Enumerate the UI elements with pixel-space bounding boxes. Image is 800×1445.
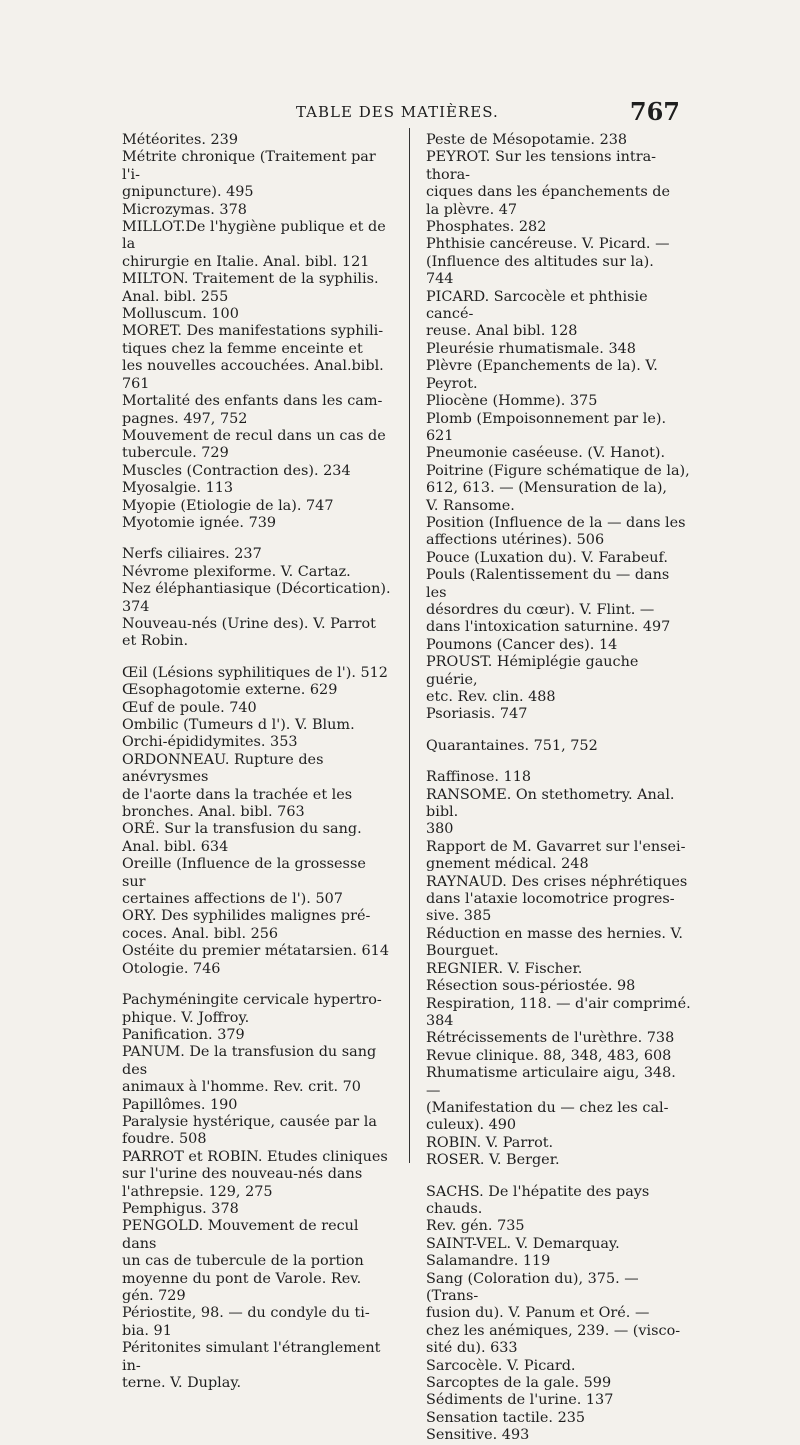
index-entry: Myopie (Etiologie de la). 747 [122,497,334,514]
index-entry: fusion du). V. Panum et Oré. — [426,1305,650,1322]
index-entry: Pouls (Ralentissement du — dans les [426,567,670,601]
index-entry: ORÉ. Sur la transfusion du sang. [122,821,362,838]
index-entry: Position (Influence de la — dans les [426,514,686,531]
index-entry: Réduction en masse des hernies. V. [426,925,683,942]
index-entry: Mortalité des enfants dans les cam- [122,393,383,410]
index-entry: Périostite, 98. — du condyle du ti- [122,1305,370,1322]
column-divider [409,128,410,1163]
index-entry: la plèvre. 47 [426,201,518,218]
index-entry: sive. 385 [426,908,492,925]
index-entry: tubercule. 729 [122,445,229,462]
index-entry: RAYNAUD. Des crises néphrétiques [426,873,688,890]
index-entry: Nouveau-nés (Urine des). V. Parrot [122,615,376,632]
index-entry: Rétrécissements de l'urèthre. 738 [426,1030,675,1047]
index-entry: Rev. gén. 735 [426,1218,525,1235]
index-entry: Quarantaines. 751, 752 [426,737,598,754]
index-entry: ciques dans les épanchements de [426,184,671,201]
index-entry: gnement médical. 248 [426,856,589,873]
index-entry [426,755,694,769]
index-entry: Poumons (Cancer des). 14 [426,636,618,653]
index-entry: ORY. Des syphilides malignes pré- [122,908,371,925]
index-entry: un cas de tubercule de la portion [122,1253,364,1270]
index-entry: les nouvelles accouchées. Anal.bibl. [122,358,384,375]
index-entry: Phosphates. 282 [426,219,547,236]
index-entry: Plomb (Empoisonnement par le). 621 [426,410,667,444]
index-entry: Sarcocèle. V. Picard. [426,1357,576,1374]
index-entry: etc. Rev. clin. 488 [426,689,556,705]
index-entry: V. Ransome. [426,497,515,514]
index-entry: Pneumonie caséeuse. (V. Hanot). [426,445,666,462]
index-entry: terne. V. Duplay. [122,1375,242,1392]
index-entry [122,532,392,546]
index-entry: Rhumatisme articulaire aigu, 348. — [426,1065,676,1099]
index-entry [426,1170,694,1184]
index-entry: Raffinose. 118 [426,769,532,786]
index-entry: 744 [426,271,454,288]
index-entry: dans l'intoxication saturnine. 497 [426,619,671,636]
index-entry: Sédiments de l'urine. 137 [426,1392,614,1409]
index-entry: culeux). 490 [426,1117,517,1134]
index-entry: PICARD. Sarcocèle et phthisie cancé- [426,288,648,323]
index-entry: l'athrepsie. 129, 275 [122,1183,273,1200]
index-entry: SAINT-VEL. V. Demarquay. [426,1235,620,1252]
index-entry: affections utérines). 506 [426,532,605,549]
index-entry: Muscles (Contraction des). 234 [122,462,351,479]
index-entry: Psoriasis. 747 [426,706,528,723]
page-number: 767 [629,97,680,126]
index-entry: chirurgie en Italie. Anal. bibl. 121 [122,253,370,270]
index-entry: phique. V. Joffroy. [122,1009,250,1026]
index-entry: Péritonites simulant l'étranglement in- [122,1340,381,1374]
running-title: TABLE DES MATIÈRES. [296,103,499,121]
index-entry: Peste de Mésopotamie. 238 [426,132,628,148]
index-entry: PANUM. De la transfusion du sang des [122,1044,377,1078]
index-entry: Sarcoptes de la gale. 599 [426,1375,612,1392]
index-entry: Molluscum. 100 [122,306,239,323]
index-entry: dans l'ataxie locomotrice progres- [426,891,675,908]
index-entry: Œsophagotomie externe. 629 [122,682,338,699]
index-entry: Sensation tactile. 235 [426,1409,586,1426]
index-entry: Pachyméningite cervicale hypertro- [122,992,382,1009]
index-entry: gnipuncture). 495 [122,184,254,201]
index-entry: Pouce (Luxation du). V. Farabeuf. [426,549,668,566]
index-entry: Respiration, 118. — d'air comprimé. 384 [426,995,691,1029]
index-entry: foudre. 508 [122,1131,207,1148]
index-entry: Résection sous-périostée. 98 [426,978,636,995]
index-entry: Métrite chronique (Traitement par l'i- [122,149,376,183]
index-entry: 612, 613. — (Mensuration de la), [426,480,668,497]
index-entry: Plèvre (Epanchements de la). V. [426,358,658,375]
index-entry: MORET. Des manifestations syphili- [122,323,384,340]
index-entry: ROBIN. V. Parrot. [426,1134,554,1151]
index-entry: PARROT et ROBIN. Etudes cliniques [122,1148,388,1165]
index-entry: moyenne du pont de Varole. Rev. [122,1270,362,1287]
index-entry: Nerfs ciliaires. 237 [122,546,262,563]
index-entry: Myosalgie. 113 [122,480,234,497]
index-entry: Oreille (Influence de la grossesse sur [122,856,366,890]
index-entry: Bourguet. [426,943,499,960]
index-entry: tiques chez la femme enceinte et [122,340,363,357]
index-entry: Phthisie cancéreuse. V. Picard. — [426,236,670,253]
index-entry: Poitrine (Figure schématique de la), [426,462,690,479]
index-entry: gén. 729 [122,1288,186,1304]
page-header [0,97,800,133]
index-entry: coces. Anal. bibl. 256 [122,925,279,942]
index-entry: certaines affections de l'). 507 [122,891,343,908]
index-entry: et Robin. [122,633,189,650]
index-entry: Rapport de M. Gavarret sur l'ensei- [426,838,686,855]
index-entry: RANSOME. On stethometry. Anal. bibl. [426,786,675,821]
index-entry: SACHS. De l'hépatite des pays chauds. [426,1183,650,1217]
index-column-right [426,132,694,1445]
index-entry: Ostéite du premier métatarsien. 614 [122,943,389,960]
index-entry: pagnes. 497, 752 [122,410,248,427]
index-entry [122,651,392,665]
index-entry: REGNIER. V. Fischer. [426,960,583,977]
index-entry: Ombilic (Tumeurs d l'). V. Blum. [122,717,355,733]
index-entry: Peyrot. [426,375,478,392]
index-entry: Revue clinique. 88, 348, 483, 608 [426,1047,672,1064]
index-entry: Météorites. 239 [122,132,238,148]
index-entry: PENGOLD. Mouvement de recul dans [122,1218,359,1252]
index-entry: reuse. Anal bibl. 128 [426,323,578,340]
index-entry: Otologie. 746 [122,960,221,977]
index-entry: 380 [426,821,454,838]
index-entry: MILTON. Traitement de la syphilis. [122,271,379,288]
index-entry: bronches. Anal. bibl. 763 [122,804,305,821]
index-entry: Pemphigus. 378 [122,1200,239,1217]
index-entry: ROSER. V. Berger. [426,1152,560,1169]
index-entry: MILLOT.De l'hygiène publique et de la [122,219,386,253]
index-entry: Névrome plexiforme. V. Cartaz. [122,563,351,580]
index-entry: chez les anémiques, 239. — (visco- [426,1322,681,1339]
index-entry: sité du). 633 [426,1340,518,1357]
index-entry: bia. 91 [122,1322,172,1339]
index-entry: (Manifestation du — chez les cal- [426,1099,669,1116]
index-entry: animaux à l'homme. Rev. crit. 70 [122,1079,361,1096]
index-entry: Paralysie hystérique, causée par la [122,1113,377,1130]
index-entry: Pliocène (Homme). 375 [426,393,598,410]
index-entry: Œuf de poule. 740 [122,699,257,716]
index-entry: Sensitive. 493 [426,1427,530,1444]
index-entry [426,724,694,738]
index-entry: désordres du cœur). V. Flint. — [426,601,655,618]
index-entry: PROUST. Hémiplégie gauche guérie, [426,654,639,688]
index-entry: Nez éléphantiasique (Décortication). [122,581,391,598]
index-entry: ORDONNEAU. Rupture des anévrysmes [122,751,324,786]
index-entry [122,978,392,992]
index-entry: (Influence des altitudes sur la). [426,253,654,270]
index-entry: Anal. bibl. 634 [122,838,229,855]
index-entry: Myotomie ignée. 739 [122,514,277,531]
index-entry: Orchi-épididymites. 353 [122,734,298,751]
index-entry: de l'aorte dans la trachée et les [122,786,353,803]
index-entry: Œil (Lésions syphilitiques de l'). 512 [122,664,388,681]
index-entry: 761 [122,375,150,392]
index-entry: Pleurésie rhumatismale. 348 [426,340,636,357]
index-entry: Sang (Coloration du), 375. — (Trans- [426,1270,639,1304]
index-entry: Mouvement de recul dans un cas de [122,427,386,444]
index-entry: PEYROT. Sur les tensions intra-thora- [426,149,657,183]
index-entry: Panification. 379 [122,1026,245,1043]
index-entry: Microzymas. 378 [122,201,247,218]
index-column-left [122,132,392,1392]
index-entry: Papillômes. 190 [122,1096,238,1113]
index-entry: Anal. bibl. 255 [122,288,229,305]
index-entry: sur l'urine des nouveau-nés dans [122,1166,363,1183]
index-entry: 374 [122,598,150,615]
index-entry: Salamandre. 119 [426,1253,551,1270]
